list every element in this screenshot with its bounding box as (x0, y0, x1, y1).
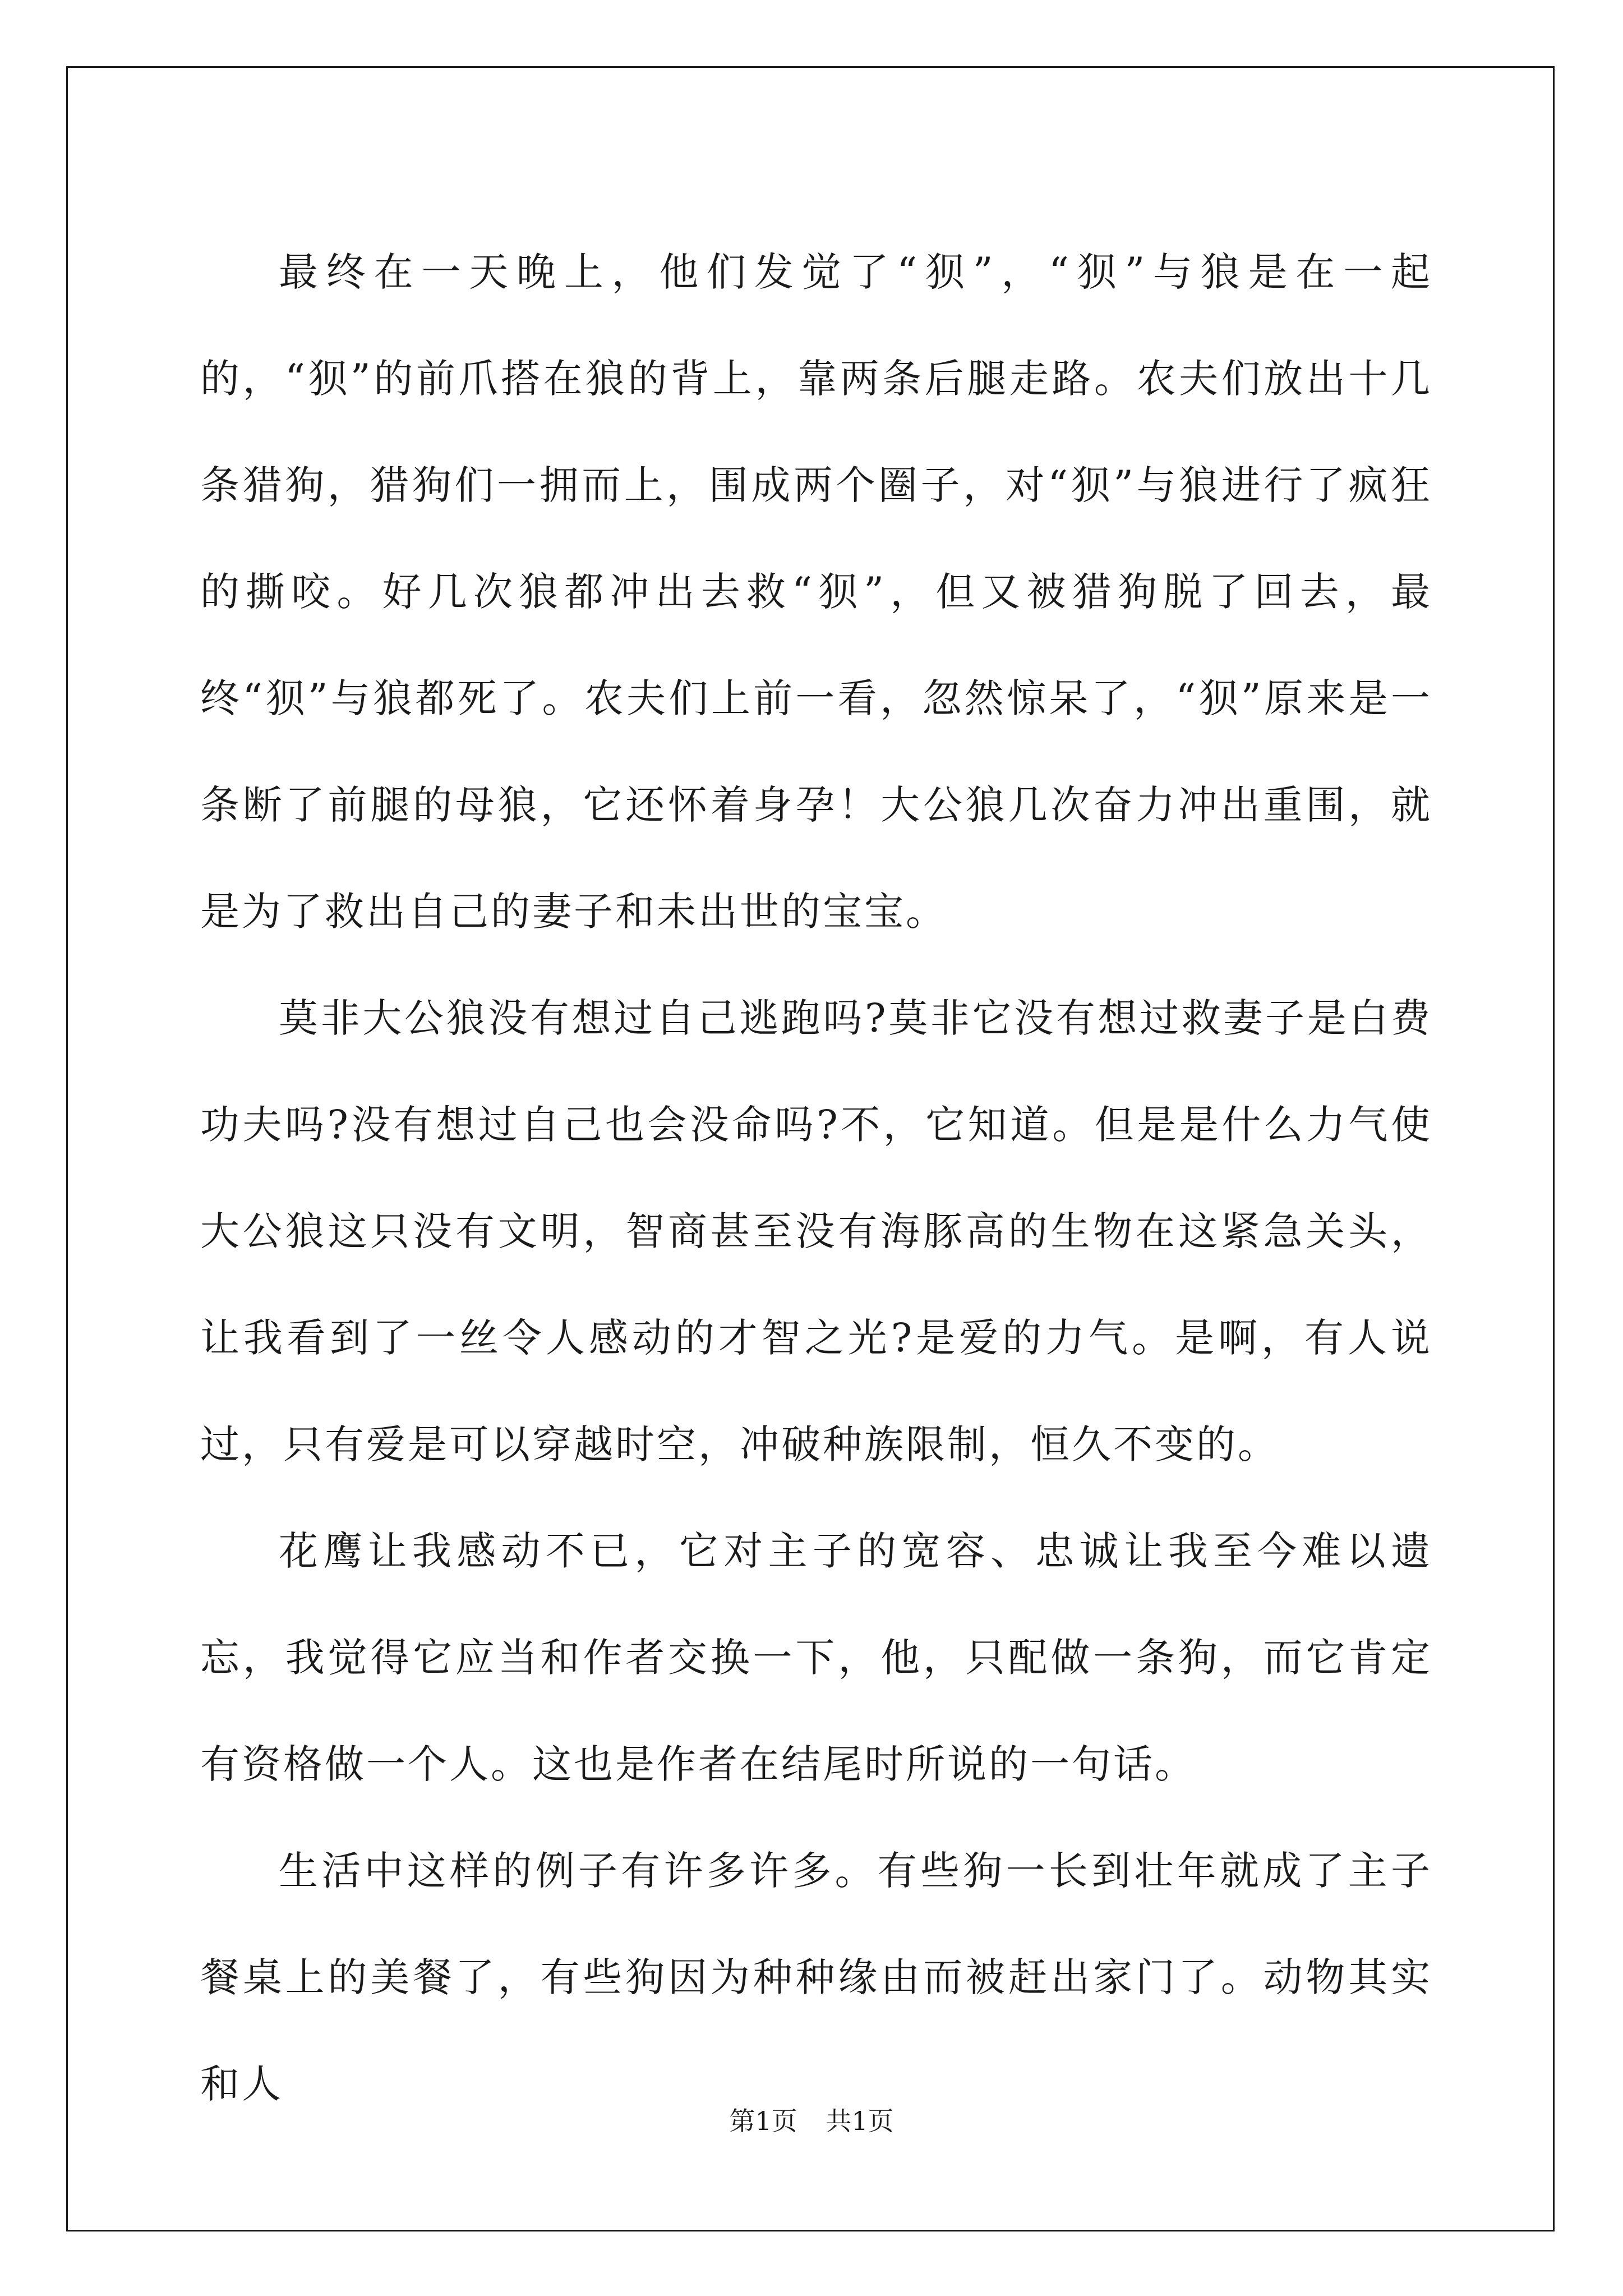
paragraph-1: 最终在一天晚上，他们发觉了“狈”，“狈”与狼是在一起的，“狈”的前爪搭在狼的背上，靠两条后腿走路。农夫们放出十几条猎狗，猎狗们一拥而上，围成两个圈子，对“狈”与狼进行了疯狂的撕咬。好几次狼都冲出去救“狈”，但又被猎狗脱了回去，最终“狈”与狼都死了。农夫们上前一看，忽然惊呆了，“狈”原来是一条断了前腿的母狼，它还怀着身孕！大公狼几次奋力冲出重围，就是为了救出自己的妻子和未出世的宝宝。 (200, 249, 1432, 935)
page-number-current: 第1页 (729, 2106, 797, 2136)
paragraph-4: 生活中这样的例子有许多许多。有些狗一长到壮年就成了主子餐桌上的美餐了，有些狗因为种种缘由而被赶出家门了。动物其实和人 (200, 1848, 1432, 2107)
page-number-total: 共1页 (826, 2106, 894, 2136)
paragraph-3: 花鹰让我感动不已，它对主子的宽容、忠诚让我至今难以遗忘，我觉得它应当和作者交换一下，他，只配做一条狗，而它肯定有资格做一个人。这也是作者在结尾时所说的一句话。 (200, 1528, 1432, 1787)
document-body (200, 219, 1432, 2137)
paragraph-2: 莫非大公狼没有想过自己逃跑吗?莫非它没有想过救妻子是白费功夫吗?没有想过自己也会没命吗?不，它知道。但是是什么力气使大公狼这只没有文明，智商甚至没有海豚高的生物在这紧急关头，让我看到了一丝令人感动的才智之光?是爱的力气。是啊，有人说过，只有爱是可以穿越时空，冲破种族限制，恒久不变的。 (200, 995, 1432, 1467)
page-footer (0, 2101, 1623, 2138)
